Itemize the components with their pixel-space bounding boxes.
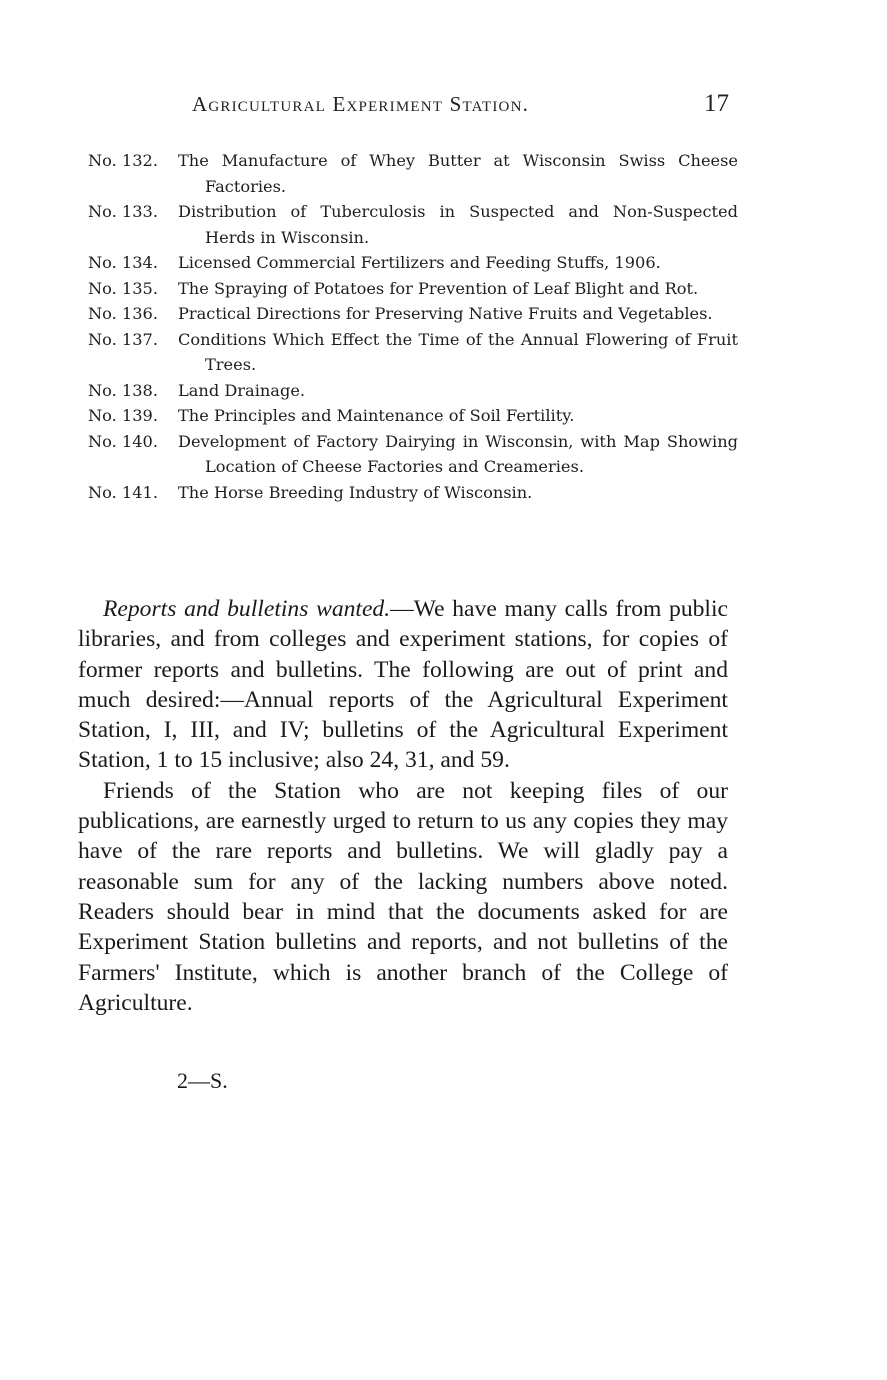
bulletin-number: No. 136. bbox=[88, 304, 158, 323]
bulletin-entry bbox=[88, 378, 738, 404]
running-title: Agricultural Experiment Station. bbox=[192, 92, 530, 116]
running-head bbox=[0, 92, 887, 122]
bulletin-number: No. 137. bbox=[88, 329, 158, 349]
paragraph-lead: Reports and bulletins wanted. bbox=[103, 596, 391, 622]
bulletin-title: The Horse Breeding Industry of Wisconsin. bbox=[178, 482, 533, 502]
paragraph-text: Friends of the Station who are not keeping files of our publications, are earnestly urged to return to us any copies they may have of the rare reports and bulletins. We will gladly pay a reasonable sum for any of the lacking numbers above noted. Readers should bear in mind that the documents asked for are Experiment Station bulletins and reports, and not bulletins of the Farmers' Institute, which is another branch of the College of Agriculture. bbox=[78, 777, 728, 1016]
bulletin-title: The Manufacture of Whey Butter at Wisconsin Swiss Cheese Factories. bbox=[178, 151, 738, 196]
bulletin-title: Conditions Which Effect the Time of the Annual Flowering of Fruit Trees. bbox=[178, 329, 738, 374]
page-number: 17 bbox=[704, 90, 729, 117]
bulletin-entry bbox=[88, 276, 738, 302]
bulletin-title: The Spraying of Potatoes for Prevention of Leaf Blight and Rot. bbox=[178, 278, 699, 298]
bulletin-entry bbox=[88, 199, 738, 250]
bulletin-entry bbox=[88, 403, 738, 429]
bulletin-number: No. 135. bbox=[88, 278, 158, 298]
bulletin-entry bbox=[88, 301, 738, 327]
bulletin-number: No. 138. bbox=[88, 380, 158, 400]
bulletin-entry bbox=[88, 480, 738, 506]
bulletin-entry bbox=[88, 327, 738, 378]
bulletin-list bbox=[88, 148, 738, 505]
bulletin-number: No. 133. bbox=[88, 202, 158, 221]
bulletin-title: Development of Factory Dairying in Wisconsin, with Map Showing Location of Cheese Factories and Creameries. bbox=[178, 431, 738, 476]
bulletin-number: No. 141. bbox=[88, 482, 158, 502]
body-text bbox=[78, 594, 728, 1018]
paragraph-friends bbox=[78, 776, 728, 1018]
bulletin-title: Land Drainage. bbox=[178, 380, 306, 400]
bulletin-number: No. 134. bbox=[88, 253, 158, 272]
bulletin-entry bbox=[88, 429, 738, 480]
bulletin-entry bbox=[88, 148, 738, 199]
paragraph-reports-wanted bbox=[78, 594, 728, 776]
bulletin-number: No. 140. bbox=[88, 431, 158, 451]
bulletin-title: Licensed Commercial Fertilizers and Feeding Stuffs, 1906. bbox=[178, 253, 661, 272]
bulletin-number: No. 139. bbox=[88, 406, 158, 425]
bulletin-title: Practical Directions for Preserving Native Fruits and Vegetables. bbox=[178, 304, 713, 323]
bulletin-number: No. 132. bbox=[88, 151, 158, 170]
bulletin-title: The Principles and Maintenance of Soil Fertility. bbox=[178, 406, 575, 425]
bulletin-entry bbox=[88, 250, 738, 276]
bulletin-title: Distribution of Tuberculosis in Suspected and Non-Suspected Herds in Wisconsin. bbox=[178, 202, 738, 247]
paragraph-text: —We have many calls from public libraries, and from colleges and experiment stations, for copies of former reports and bulletins. The following are out of print and much desired:—Annual reports of the Agricultural Experiment Station, I, III, and IV; bulletins of the Agricultural Experiment Station, 1 to 15 inclusive; also 24, 31, and 59. bbox=[78, 596, 728, 774]
signature-mark: 2—S. bbox=[177, 1068, 228, 1093]
